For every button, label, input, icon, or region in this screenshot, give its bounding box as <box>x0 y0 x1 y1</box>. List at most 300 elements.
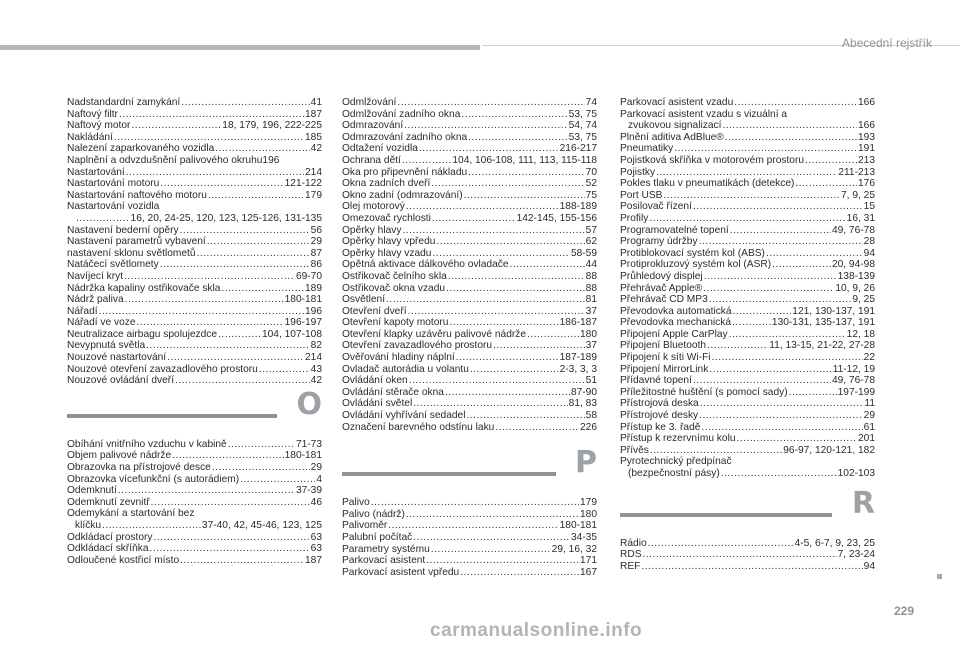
index-entry <box>67 520 322 532</box>
letter-bar <box>342 472 556 476</box>
entry-term: Odkládací skříňka <box>67 543 149 555</box>
dot-leader <box>772 259 831 271</box>
entry-pages: 180-181 <box>559 520 597 532</box>
index-entry <box>67 508 322 520</box>
index-entry <box>67 213 322 225</box>
entry-term: Parkovací asistent <box>342 555 426 567</box>
index-entry <box>620 340 875 352</box>
dot-leader <box>99 306 304 318</box>
entry-term: Parkovací asistent vpředu <box>342 566 460 578</box>
entry-term: Neutralizace airbagu spolujezdce <box>67 328 218 340</box>
index-entry <box>620 410 875 422</box>
dot-leader <box>466 410 584 422</box>
entry-term: Příležitostné huštění (s pomocí sady) <box>620 386 788 398</box>
index-entry <box>620 317 875 329</box>
dot-leader <box>402 225 584 237</box>
entry-term: Odemykání a startování bez <box>67 508 195 520</box>
dot-leader <box>725 132 857 144</box>
entry-term: Nastartování motoru <box>67 178 160 190</box>
entry-pages: 37 <box>585 305 597 317</box>
entry-term: Nastartování <box>67 166 125 178</box>
entry-term: Odmlžování zadního okna <box>342 108 461 120</box>
dot-leader <box>160 259 310 271</box>
index-entry <box>67 155 322 167</box>
entry-pages: 196 <box>305 305 322 317</box>
dot-leader <box>102 520 201 532</box>
entry-term: Obrazovka vícefunkční (s autorádiem) <box>67 473 240 485</box>
entry-term: Ovladač autorádia u volantu <box>342 363 469 375</box>
entry-term: Přehrávač CD MP3 <box>620 294 708 306</box>
index-entry <box>620 178 875 190</box>
entry-pages: 69-70 <box>295 270 322 282</box>
entry-term: Otevření klapky uzávěru palivové nádrže <box>342 328 527 340</box>
entry-term: Převodovka automatická <box>620 305 732 317</box>
entry-pages: 20, 94-98 <box>831 259 875 271</box>
index-entry <box>67 439 322 451</box>
index-entry <box>342 375 597 387</box>
dot-leader <box>643 549 837 561</box>
dot-leader <box>701 422 862 434</box>
dot-leader <box>180 555 304 567</box>
index-entry <box>67 190 322 202</box>
index-entry <box>342 201 597 213</box>
index-entry <box>620 468 875 480</box>
index-entry <box>67 271 322 283</box>
dot-leader <box>432 213 516 225</box>
entry-pages: 211-213 <box>838 166 875 178</box>
entry-pages: 11 <box>864 398 875 410</box>
entry-term: Odmrazování zadního okna <box>342 131 468 143</box>
index-entry <box>620 375 875 387</box>
entry-term: Otevření kapoty motoru <box>342 317 449 329</box>
index-entry <box>67 462 322 474</box>
dot-leader <box>495 422 579 434</box>
index-entry <box>342 283 597 295</box>
index-entry <box>67 329 322 341</box>
entry-term: Programy údržby <box>620 236 698 248</box>
entry-term: Připojení Bluetooth <box>620 340 707 352</box>
entry-pages: 28 <box>863 236 875 248</box>
entry-term: Označení barevného odstínu laku <box>342 421 495 433</box>
letter-block-r <box>620 485 875 530</box>
index-entry <box>342 497 597 509</box>
index-entry <box>67 120 322 132</box>
entry-term: (bezpečnostní pásy) <box>628 468 720 479</box>
entry-term: Parkovací asistent vzadu <box>620 97 734 108</box>
index-entry <box>342 329 597 341</box>
index-entry <box>342 236 597 248</box>
dot-leader <box>388 520 558 532</box>
dot-leader <box>436 236 584 248</box>
index-entry <box>620 398 875 410</box>
entry-pages: 138-139 <box>837 270 875 282</box>
entry-term: Připojení Apple CarPlay <box>620 328 728 340</box>
entry-pages: 185 <box>305 131 322 143</box>
entry-term: Parkovací asistent vzadu s vizuální a <box>620 108 788 120</box>
entry-term: Ostřikovač čelního skla <box>342 270 447 282</box>
page-marker <box>937 574 942 579</box>
dot-leader <box>386 294 585 306</box>
dot-leader <box>406 201 559 213</box>
entries-p-continued <box>620 97 875 480</box>
entry-pages: 87-90 <box>570 386 597 398</box>
dot-leader <box>431 544 551 556</box>
index-column-3 <box>620 97 875 572</box>
entry-term: Otevření zavazadlového prostoru <box>342 340 493 352</box>
dot-leader <box>259 364 310 376</box>
dot-leader <box>212 462 310 474</box>
index-entry <box>67 474 322 486</box>
dot-leader <box>126 167 304 179</box>
entry-term: Odmlžování <box>342 97 397 108</box>
entry-pages: 18, 179, 196, 222-225 <box>222 120 322 132</box>
dot-leader <box>729 329 846 341</box>
entry-term: Pneumatiky <box>620 143 674 155</box>
index-entry <box>342 213 597 225</box>
entry-pages: 104, 107-108 <box>261 328 322 340</box>
entry-term: Přístrojová deska <box>620 398 699 410</box>
index-entry <box>67 543 322 555</box>
dot-leader <box>181 97 309 109</box>
index-entry <box>620 109 875 121</box>
dot-leader <box>406 509 579 521</box>
index-entry <box>620 456 875 468</box>
index-entry <box>67 497 322 509</box>
index-entry <box>342 167 597 179</box>
index-entry <box>620 561 875 573</box>
entry-term: Nalezení zaparkovaného vozidla <box>67 143 215 155</box>
dot-leader <box>709 294 852 306</box>
index-entry <box>67 532 322 544</box>
watermark: carmanualsonline.info <box>430 620 643 641</box>
entry-term: REF <box>620 560 641 572</box>
entry-pages: 16, 31 <box>846 212 875 224</box>
dot-leader <box>732 317 771 329</box>
dot-leader <box>150 543 310 555</box>
entries-o <box>67 439 322 567</box>
entry-term: Okna zadních dveří <box>342 178 431 190</box>
entry-term: Obíhání vnitřního vzduchu v kabině <box>67 438 227 450</box>
entries-r <box>620 538 875 573</box>
entry-term: Port USB <box>620 189 663 201</box>
entry-pages: 167 <box>580 566 597 578</box>
dot-leader <box>218 329 261 341</box>
dot-leader <box>730 225 831 237</box>
dot-leader <box>709 364 831 376</box>
entry-pages: 42 <box>310 375 322 387</box>
index-entry <box>620 143 875 155</box>
entry-term: Olej motorový <box>342 201 405 213</box>
index-entry <box>342 178 597 190</box>
dot-leader <box>707 340 768 352</box>
entry-pages: 63 <box>310 543 322 555</box>
index-entry <box>342 225 597 237</box>
entry-term: Nastartování vozidla <box>67 201 160 213</box>
entry-term: Ostřikovač okna vzadu <box>342 282 446 294</box>
dot-leader <box>160 178 283 190</box>
entry-pages: 82 <box>310 340 322 352</box>
entry-pages: 52 <box>585 178 597 190</box>
index-entry <box>67 317 322 329</box>
entry-term: Palubní počítač <box>342 532 413 543</box>
entry-term: Průhledový displej <box>620 270 703 282</box>
index-entry <box>67 201 322 213</box>
entry-term: Ovládání světel <box>342 398 413 410</box>
entry-pages: 10, 9, 26 <box>835 282 875 294</box>
entry-pages: 56 <box>310 224 322 236</box>
index-entry <box>67 352 322 364</box>
entry-pages: 54, 74 <box>568 120 597 132</box>
entry-pages: 70 <box>585 166 597 178</box>
dot-leader <box>397 97 584 109</box>
dot-leader <box>154 532 310 544</box>
entry-pages: 58-59 <box>570 247 597 259</box>
index-column-1 <box>67 97 322 566</box>
entry-term: zvukovou signalizací <box>628 120 722 132</box>
entry-pages: 58 <box>585 410 597 422</box>
index-entry <box>620 538 875 550</box>
dot-leader <box>432 248 569 260</box>
entry-term: Nádržka kapaliny ostřikovače skla <box>67 282 221 294</box>
index-entry <box>67 97 322 109</box>
entry-pages: 22 <box>863 352 875 364</box>
entry-term: Okno zadní (odmrazování) <box>342 189 463 201</box>
entry-pages: 29, 16, 32 <box>551 543 597 555</box>
entry-term: Nádrž paliva <box>67 294 124 306</box>
index-entry <box>342 544 597 556</box>
entry-term: Nářadí <box>67 305 98 317</box>
entry-pages: 63 <box>310 531 322 543</box>
entry-term: Ovládání oken <box>342 375 408 387</box>
entries-n <box>67 97 322 387</box>
dot-leader <box>413 398 567 410</box>
entry-term: Pojistková skříňka v motorovém prostoru <box>620 154 805 166</box>
entry-pages: 81 <box>585 294 597 306</box>
entry-pages: 37-39 <box>295 485 322 497</box>
dot-leader <box>240 474 315 486</box>
dot-leader <box>180 225 310 237</box>
entry-pages: 214 <box>305 166 322 178</box>
entry-pages: 49, 76-78 <box>831 375 875 387</box>
entry-pages: 9, 25 <box>852 294 875 306</box>
dot-leader <box>146 340 310 352</box>
letter-bar <box>67 414 277 418</box>
entry-pages: 7, 23-24 <box>837 549 875 561</box>
entry-pages: 130-131, 135-137, 191 <box>771 317 875 329</box>
dot-leader <box>114 132 304 144</box>
entry-pages: 96-97, 120-121, 182 <box>783 444 875 456</box>
entry-term: Parametry systému <box>342 543 430 555</box>
dot-leader <box>118 485 295 497</box>
entry-pages: 94 <box>863 560 875 572</box>
section-letter-r: R <box>851 485 875 521</box>
index-entry <box>342 143 597 155</box>
dot-leader <box>700 398 864 410</box>
entry-pages: 71-73 <box>295 438 322 450</box>
dot-leader <box>703 283 834 295</box>
entry-term: Nadstandardní zamykání <box>67 97 181 108</box>
dot-leader <box>413 532 570 544</box>
index-entry <box>67 340 322 352</box>
section-letter-o: O <box>296 386 322 422</box>
dot-leader <box>721 468 837 480</box>
index-entry <box>620 213 875 225</box>
entry-term: Pojistky <box>620 166 656 178</box>
entry-pages: 34-35 <box>570 532 597 543</box>
entry-term: Odemknutí zevnitř <box>67 496 150 508</box>
entry-pages: 53, 75 <box>568 108 597 120</box>
section-title: Abecední rejstřík <box>841 36 932 50</box>
entry-term: Nouzové otevření zavazadlového prostoru <box>67 363 258 375</box>
entry-term: Ovládání vyhřívání sedadel <box>342 410 466 422</box>
dot-leader <box>737 433 858 445</box>
entry-pages: 104, 106-108, 111, 113, 115-118 <box>452 154 597 166</box>
dot-leader <box>371 497 579 509</box>
index-entry <box>620 306 875 318</box>
dot-leader <box>722 120 857 132</box>
index-entry <box>342 97 597 109</box>
entry-pages: 81, 83 <box>568 398 597 410</box>
entry-pages: 197-199 <box>837 386 875 398</box>
entries-p <box>342 497 597 578</box>
index-entry <box>67 178 322 190</box>
dot-leader <box>131 120 221 132</box>
dot-leader <box>172 450 283 462</box>
index-entry <box>67 306 322 318</box>
entry-term: Převodovka mechanická <box>620 317 731 329</box>
entry-pages: 180 <box>580 328 597 340</box>
index-entry <box>342 190 597 202</box>
entry-term: Palivoměr <box>342 520 388 532</box>
dot-leader <box>648 538 794 550</box>
index-entry <box>67 143 322 155</box>
entry-term: Naftový motor <box>67 120 131 132</box>
entry-term: Protiblokovací systém kol (ABS) <box>620 247 765 259</box>
entry-term: Odkládací prostory <box>67 531 153 543</box>
index-entry <box>620 132 875 144</box>
entry-pages: 180-181 <box>284 294 322 306</box>
entry-pages: 46 <box>310 496 322 508</box>
entry-pages: 12, 18 <box>846 328 875 340</box>
entry-term: Protiprokluzový systém kol (ASR) <box>620 259 772 271</box>
dot-leader <box>215 143 309 155</box>
dot-leader <box>699 236 863 248</box>
index-entry <box>620 236 875 248</box>
entry-pages: 62 <box>585 236 597 248</box>
dot-leader <box>674 143 857 155</box>
dot-leader <box>699 410 863 422</box>
entry-pages: 187 <box>305 108 322 120</box>
index-entry <box>67 109 322 121</box>
dot-leader <box>207 236 310 248</box>
entry-term: Opěrky hlavy <box>342 224 402 236</box>
index-entry <box>67 236 322 248</box>
index-entry <box>67 248 322 260</box>
entry-pages: 166 <box>858 97 875 108</box>
entry-pages: 171 <box>580 555 597 567</box>
index-entry <box>67 283 322 295</box>
entry-pages: 16, 20, 24-25, 120, 123, 125-126, 131-135 <box>130 212 322 224</box>
index-entry <box>620 294 875 306</box>
entry-term: Opětná aktivace dálkového ovladače <box>342 259 509 271</box>
index-entry <box>342 259 597 271</box>
entries-o-continued <box>342 97 597 433</box>
index-entry <box>620 387 875 399</box>
index-entry <box>342 132 597 144</box>
dot-leader <box>449 317 558 329</box>
index-entry <box>342 294 597 306</box>
index-entry <box>620 155 875 167</box>
entry-term: Nářadí ve voze <box>67 317 136 329</box>
entry-pages: 37 <box>585 340 597 352</box>
entry-term: Přístup k rezervnímu kolu <box>620 433 736 445</box>
entry-term: Profily <box>620 212 649 224</box>
entry-term: Palivo (nádrž) <box>342 508 405 520</box>
entry-pages: 216-217 <box>559 143 597 155</box>
entry-term: Oka pro připevnění nákladu <box>342 166 468 178</box>
index-entry <box>342 387 597 399</box>
index-entry <box>620 549 875 561</box>
dot-leader <box>404 120 568 132</box>
index-entry <box>67 132 322 144</box>
dot-leader <box>137 317 284 329</box>
dot-leader <box>175 375 310 387</box>
entry-pages: 214 <box>305 352 322 364</box>
dot-leader <box>464 190 585 202</box>
dot-leader <box>460 567 579 579</box>
dot-leader <box>527 329 579 341</box>
entry-term: Připojení MirrorLink <box>620 363 709 375</box>
index-entry <box>620 97 875 109</box>
entry-term: nastavení sklonu světlometů <box>67 247 196 259</box>
dot-leader <box>221 283 304 295</box>
index-entry <box>342 248 597 260</box>
dot-leader <box>641 561 862 573</box>
dot-leader <box>805 155 857 167</box>
index-entry <box>67 375 322 387</box>
entry-pages: 213 <box>858 154 875 166</box>
index-entry <box>67 294 322 306</box>
dot-leader <box>510 259 585 271</box>
dot-leader <box>712 352 863 364</box>
dot-leader <box>693 375 831 387</box>
index-entry <box>342 352 597 364</box>
dot-leader <box>456 352 559 364</box>
entry-term: Omezovač rychlosti <box>342 212 431 224</box>
entry-pages: 37-40, 42, 45-46, 123, 125 <box>201 520 322 531</box>
letter-block-p <box>342 445 597 489</box>
dot-leader <box>795 178 857 190</box>
dot-leader <box>124 271 295 283</box>
entry-term: Ovládání stěrače okna <box>342 386 444 398</box>
dot-leader <box>151 497 310 509</box>
entry-pages: 193 <box>858 131 875 143</box>
index-entry <box>67 259 322 271</box>
entry-term: Rádio <box>620 537 647 549</box>
entry-pages: 41 <box>310 97 322 108</box>
index-entry <box>620 259 875 271</box>
entry-pages: 49, 76-78 <box>831 224 875 236</box>
entry-pages: 44 <box>585 259 597 271</box>
entry-pages: 15 <box>863 201 875 213</box>
index-entry <box>620 283 875 295</box>
dot-leader <box>734 97 857 109</box>
entry-pages: 191 <box>858 143 875 155</box>
dot-leader <box>704 271 837 283</box>
entry-pages: 4-5, 6-7, 9, 23, 25 <box>794 537 875 549</box>
entry-pages: 88 <box>585 270 597 282</box>
entry-term: Připojení k síti Wi-Fi <box>620 352 711 364</box>
